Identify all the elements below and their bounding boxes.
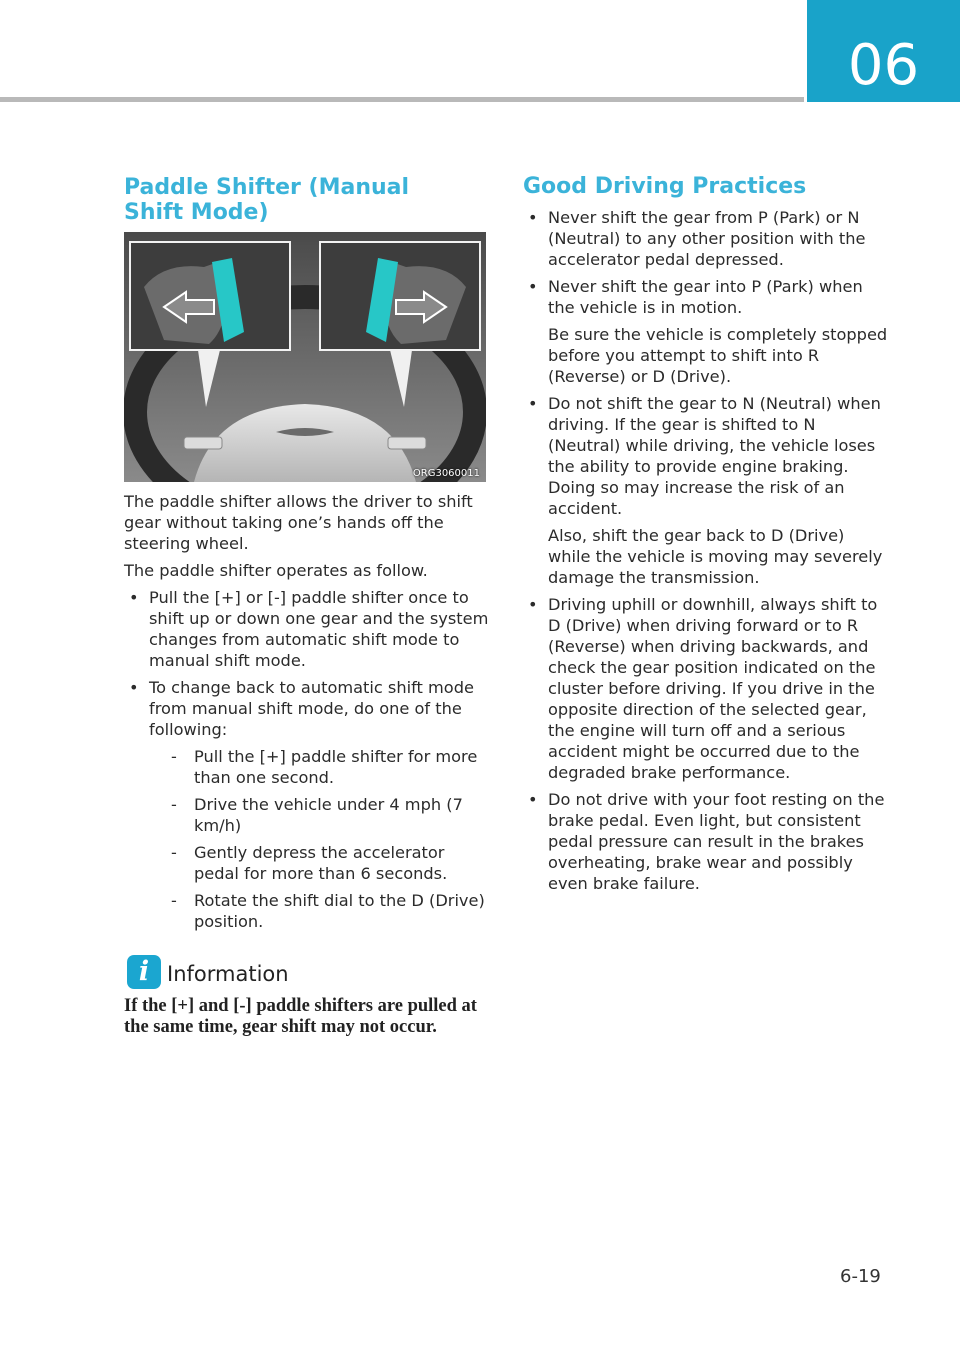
page-number: 6-19 <box>840 1266 881 1287</box>
list-item-text: • Never shift the gear from P (Park) or N (Neutral) to any other position with the accelerator pedal depressed. <box>548 208 866 269</box>
paddle-shifter-text <box>124 491 490 938</box>
chapter-number: 06 <box>847 33 920 98</box>
list-item <box>523 789 891 894</box>
information-header <box>124 955 424 993</box>
sub-list-item: - Rotate the shift dial to the D (Drive) position. <box>149 890 490 932</box>
sub-list-item: - Drive the vehicle under 4 mph (7 km/h) <box>149 794 490 836</box>
section-heading-good-driving: Good Driving Practices <box>523 174 807 199</box>
paddle-shifter-figure <box>124 232 486 482</box>
list-item <box>523 393 891 588</box>
information-icon: i <box>127 955 161 989</box>
list-item <box>523 207 891 270</box>
information-text: If the [+] and [-] paddle shifters are pulled at the same time, gear shift may not occur. <box>124 996 477 1037</box>
list-item-text: • Do not shift the gear to N (Neutral) when driving. If the gear is shifted to N (Neutral) while driving, the vehicle loses the ability to provide engine braking. Doing so may increase the risk of an accident. <box>548 394 881 518</box>
list-item-text: To change back to automatic shift mode from manual shift mode, do one of the following: <box>149 678 474 739</box>
list-item: • Pull the [+] or [-] paddle shifter once to shift up or down one gear and the system changes from automatic shift mode to manual shift mode. <box>124 587 490 671</box>
good-driving-text <box>523 207 891 900</box>
list-item <box>523 276 891 387</box>
sub-list-item: - Gently depress the accelerator pedal for more than 6 seconds. <box>149 842 490 884</box>
header-rule <box>0 97 804 102</box>
list-item-text: • Never shift the gear into P (Park) when the vehicle is in motion. <box>548 277 863 317</box>
information-title: Information <box>167 962 289 986</box>
sub-list-item: - Pull the [+] paddle shifter for more than one second. <box>149 746 490 788</box>
intro-paragraph-2: The paddle shifter operates as follow. <box>124 561 428 580</box>
steering-wheel-illustration <box>124 232 486 482</box>
good-driving-list <box>523 207 891 894</box>
chapter-tab <box>807 0 960 102</box>
section-heading-paddle-shifter: Paddle Shifter (Manual Shift Mode) <box>124 175 410 225</box>
list-item <box>124 677 490 932</box>
list-item <box>523 594 891 783</box>
list-item-text: • Do not drive with your foot resting on the brake pedal. Even light, but consistent pedal pressure can result in the brakes overheating, brake wear and possibly even brake failure. <box>548 790 885 893</box>
list-item-note: Be sure the vehicle is completely stopped before you attempt to shift into R (Reverse) or D (Drive). <box>548 325 888 386</box>
figure-code: ORG3060011 <box>412 468 480 479</box>
sub-list <box>149 746 490 932</box>
list-item-text: • Driving uphill or downhill, always shift to D (Drive) when driving forward or to R (Reverse) when driving backwards, and check the gear position indicated on the cluster before driving. If you drive in the opposite direction of the selected gear, the engine will turn off and a serious accident might be occurred due to the degraded brake performance. <box>548 595 878 782</box>
list-item-note: Also, shift the gear back to D (Drive) while the vehicle is moving may severely damage the transmission. <box>548 526 883 587</box>
intro-paragraph: The paddle shifter allows the driver to shift gear without taking one’s hands off the steering wheel. <box>124 492 473 553</box>
paddle-shifter-list <box>124 587 490 932</box>
